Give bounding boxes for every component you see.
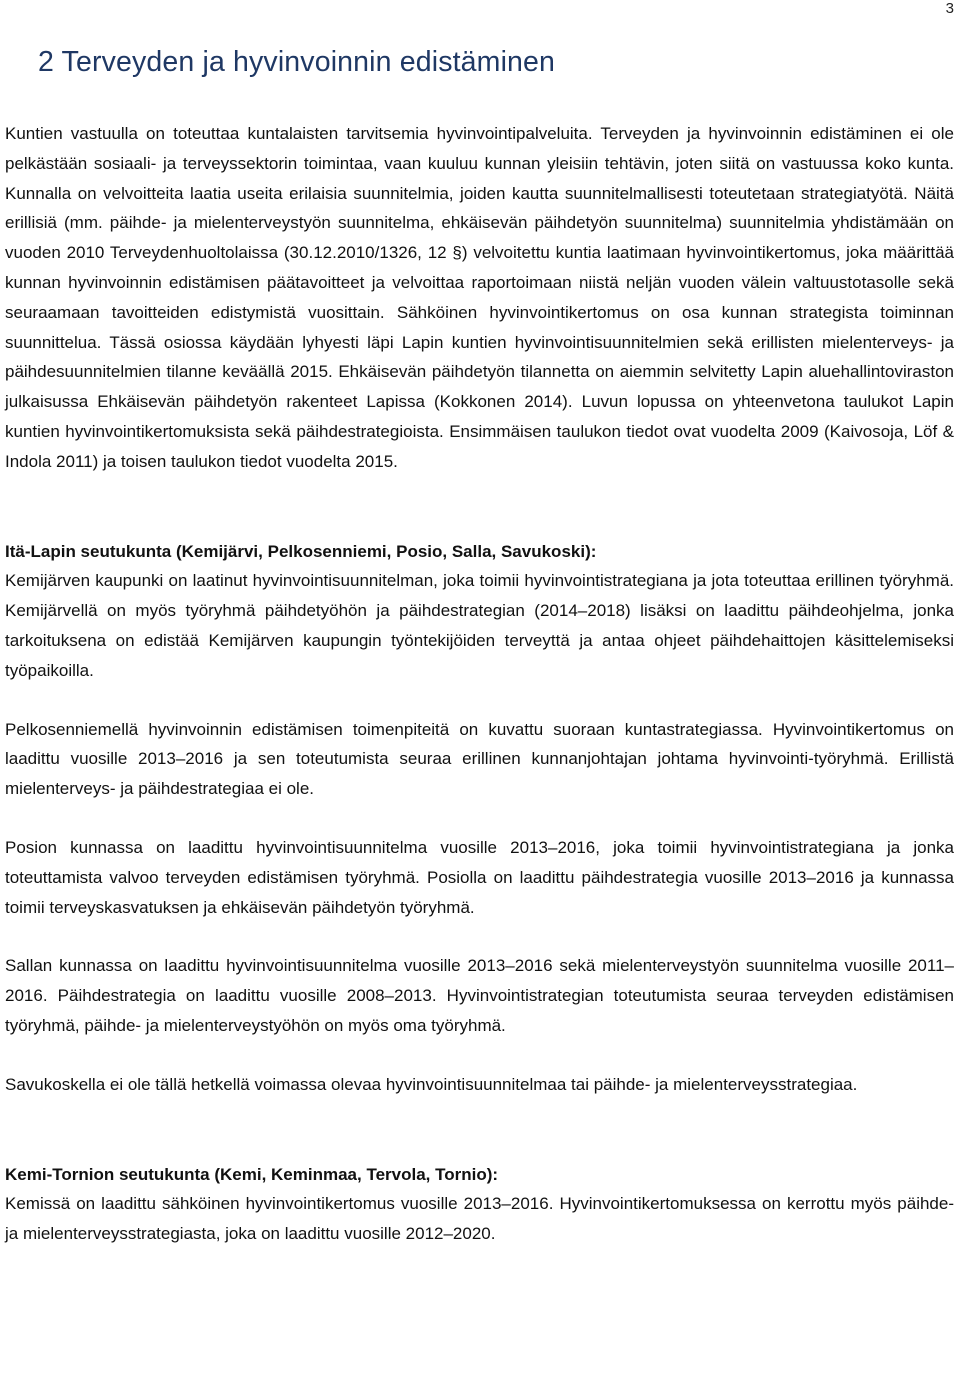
savukoski-paragraph: Savukoskella ei ole tällä hetkellä voimassa olevaa hyvinvointisuunnitelmaa tai päihde- ja mielenterveysstrategiaa.: [5, 1074, 858, 1094]
posio-paragraph: Posion kunnassa on laadittu hyvinvointisuunnitelma vuosille 2013–2016, joka toimii hyvinvointistrategiana ja jonka toteuttamista valvoo terveyden edistämisen työryhmä. Posiolla on laadittu päihdestrategia vuosille 2013–2016 ja kunnassa toimii terveyskasvatuksen ja ehkäisevän päihdetyön työryhmä.: [5, 837, 954, 917]
spacer: [5, 477, 954, 537]
spacer: [5, 1041, 954, 1070]
ita-lappi-heading: Itä-Lapin seutukunta (Kemijärvi, Pelkosenniemi, Posio, Salla, Savukoski):: [5, 541, 597, 561]
kemijarvi-paragraph: Kemijärven kaupunki on laatinut hyvinvointisuunnitelman, joka toimii hyvinvointistrategiana ja jota toteuttaa erillinen työryhmä. Kemijärvellä on myös työryhmä päihdetyöhön ja päihdestrategian (2014–2018) lisäksi on laadittu päihdeohjelma, jonka tarkoituksena on edistää Kemijärven kaupungin työntekijöiden terveyttä ja antaa ohjeet päihdehaittojen käsittelemiseksi työpaikoilla.: [5, 571, 954, 680]
page-number: 3: [945, 0, 954, 17]
spacer: [5, 686, 954, 715]
kemi-paragraph: Kemissä on laadittu sähköinen hyvinvointikertomus vuosille 2013–2016. Hyvinvointikertomuksessa on kerrottu myös päihde- ja mielenterveysstrategiasta, joka on laadittu vuosille 2012–2020.: [5, 1194, 954, 1244]
section-heading: 2 Terveyden ja hyvinvoinnin edistäminen: [38, 46, 556, 78]
document-body: [5, 119, 954, 1249]
intro-paragraph: Kuntien vastuulla on toteuttaa kuntalaisten tarvitsemia hyvinvointipalveluita. Terveyden ja hyvinvoinnin edistäminen ei ole pelkästään sosiaali- ja terveyssektorin toimintaa, vaan kuuluu kunnan yleisiin tehtävin, joten siitä on vastuussa koko kunta. Kunnalla on velvoitteita laatia useita erilaisia suunnitelmia, joiden kautta suunnitelmallisesti toteutetaan strategiatyötä. Näitä erillisiä (mm. päihde- ja mielenterveystyön suunnitelma, ehkäisevän päihdetyön suunnitelma) suunnitelmia yhdistämään on vuoden 2010 Terveydenhuoltolaissa (30.12.2010/1326, 12 §) velvoitettu kuntia laatimaan hyvinvointikertomus, joka määrittää kunnan hyvinvoinnin edistämisen päätavoitteet ja velvoittaa raportoimaan niistä neljän vuoden välein valtuustotasolle sekä seuraamaan tavoitteiden edistymistä vuosittain. Sähköinen hyvinvointikertomus on osa kunnan strategista toiminnan suunnittelua. Tässä osiossa käydään lyhyesti läpi Lapin kuntien hyvinvointisuunnitelmien sekä erillisten mielenterveys- ja päihdesuunnitelmien tilanne keväällä 2015. Ehkäisevän päihdetyön tilannetta on aiemmin selvitetty Lapin aluehallintoviraston julkaisussa Ehkäisevän päihdetyön rakenteet Lapissa (Kokkonen 2014). Luvun lopussa on yhteenvetona taulukot Lapin kuntien hyvinvointikertomuksista sekä päihdestrategioista. Ensimmäisen taulukon tiedot ovat vuodelta 2009 (Kaivosoja, Löf & Indola 2011) ja toisen taulukon tiedot vuodelta 2015.: [5, 124, 954, 471]
salla-paragraph: Sallan kunnassa on laadittu hyvinvointisuunnitelma vuosille 2013–2016 sekä mielenterveystyön suunnitelma vuosille 2011–2016. Päihdestrategia on laadittu vuosille 2008–2013. Hyvinvointistrategian toteutumista seuraa terveyden edistämisen työryhmä, päihde- ja mielenterveystyöhön on myös oma työryhmä.: [5, 956, 954, 1035]
spacer: [5, 804, 954, 833]
spacer: [5, 922, 954, 951]
spacer: [5, 1100, 954, 1160]
pelkosenniemi-paragraph: Pelkosenniemellä hyvinvoinnin edistämisen toimenpiteitä on kuvattu suoraan kuntastrategiassa. Hyvinvointikertomus on laadittu vuosille 2013–2016 ja sen toteutumista seuraa erillinen kunnanjohtajan johtama hyvinvointi-työryhmä. Erillistä mielenterveys- ja päihdestrategiaa ei ole.: [5, 719, 954, 799]
kemi-tornio-heading: Kemi-Tornion seutukunta (Kemi, Keminmaa, Tervola, Tornio):: [5, 1164, 499, 1184]
